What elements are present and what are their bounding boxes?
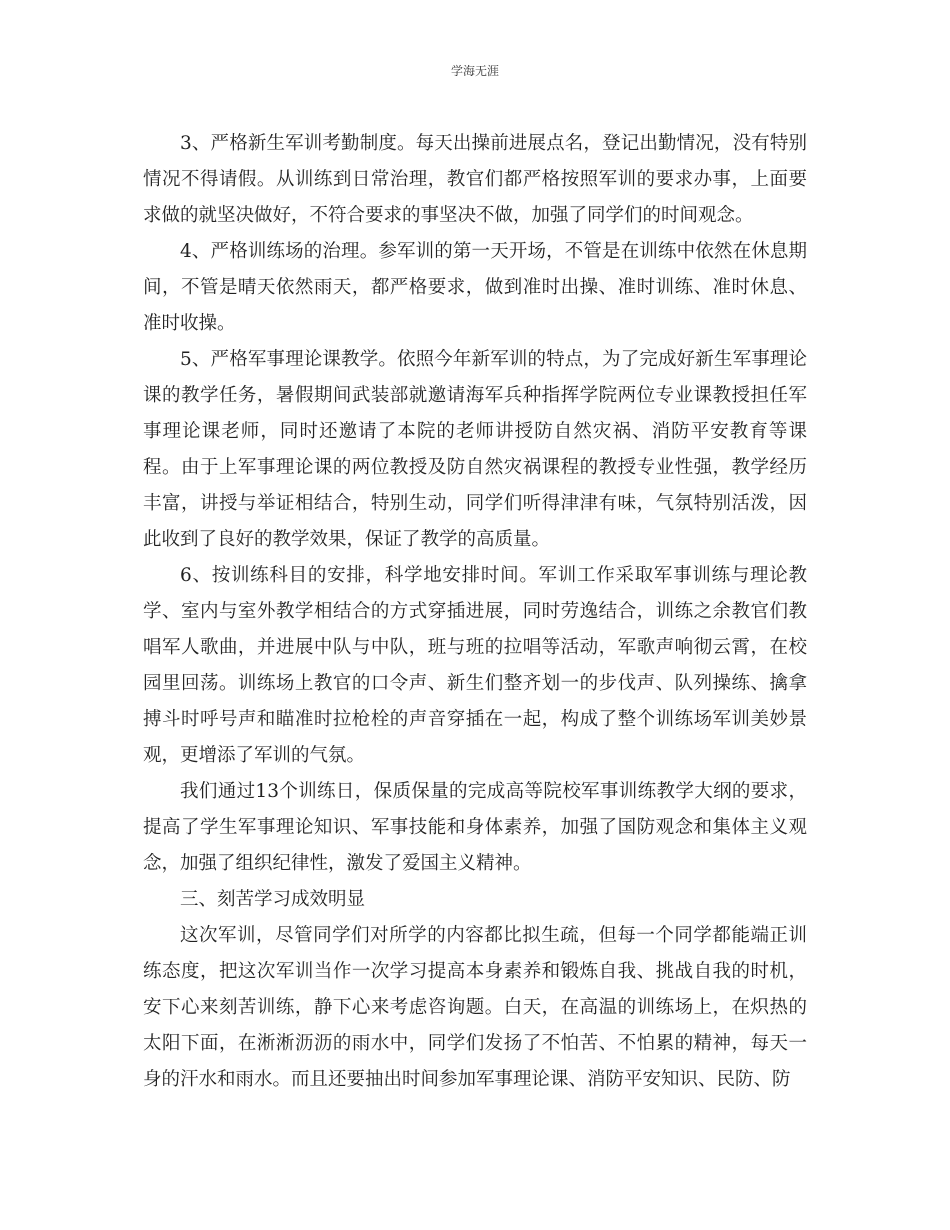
paragraph-schedule: 6、按训练科目的安排，科学地安排时间。军训工作采取军事训练与理论教学、室内与室外教学相结合的方式穿插进展，同时劳逸结合，训练之余教官们教唱军人歌曲，并进展中队与中队，班与班的拉唱等活动，军歌声响彻云霄，在校园里回荡。训练场上教官的口令声、新生们整齐划一的步伐声、队列操练、擒拿搏斗时呼号声和瞄准时拉枪栓的声音穿插在一起，构成了整个训练场军训美妙景观，更增添了军训的气氛。 <box>143 565 807 766</box>
paragraph-summary: 我们通过13个训练日，保质保量的完成高等院校军事训练教学大纲的要求，提高了学生军事理论知识、军事技能和身体素养，加强了国防观念和集体主义观念，加强了组织纪律性，激发了爱国主义精神。 <box>143 781 807 874</box>
section-heading: 三、刻苦学习成效明显 <box>180 889 366 910</box>
paragraph-theory-course: 5、严格军事理论课教学。依照今年新军训的特点，为了完成好新生军事理论课的教学任务，暑假期间武装部就邀请海军兵种指挥学院两位专业课教授担任军事理论课老师，同时还邀请了本院的老师讲授防自然灾祸、消防平安教育等课程。由于上军事理论课的两位教授及防自然灾祸课程的教授专业性强，教学经历丰富，讲授与举证相结合，特别生动，同学们听得津津有味，气氛特别活泼，因此收到了良好的教学效果，保证了教学的高质量。 <box>143 349 807 550</box>
page-header: 学海无涯 <box>450 64 499 78</box>
document-body <box>143 126 807 1098</box>
paragraph-hard-study: 这次军训，尽管同学们对所学的内容都比拟生疏，但每一个同学都能端正训练态度，把这次军训当作一次学习提高本身素养和锻炼自我、挑战自我的时机，安下心来刻苦训练，静下心来考虑咨询题。白天，在高温的训练场上，在炽热的太阳下面，在淅淅沥沥的雨水中，同学们发扬了不怕苦、不怕累的精神，每天一身的汗水和雨水。而且还要抽出时间参加军事理论课、消防平安知识、民防、防 <box>143 925 807 1090</box>
paragraph-training-ground: 4、严格训练场的治理。参军训的第一天开场，不管是在训练中依然在休息期间，不管是晴天依然雨天，都严格要求，做到准时出操、准时训练、准时休息、准时收操。 <box>143 241 807 334</box>
paragraph-attendance: 3、严格新生军训考勤制度。每天出操前进展点名，登记出勤情况，没有特别情况不得请假。从训练到日常治理，教官们都严格按照军训的要求办事，上面要求做的就坚决做好，不符合要求的事坚决不做，加强了同学们的时间观念。 <box>143 133 807 226</box>
